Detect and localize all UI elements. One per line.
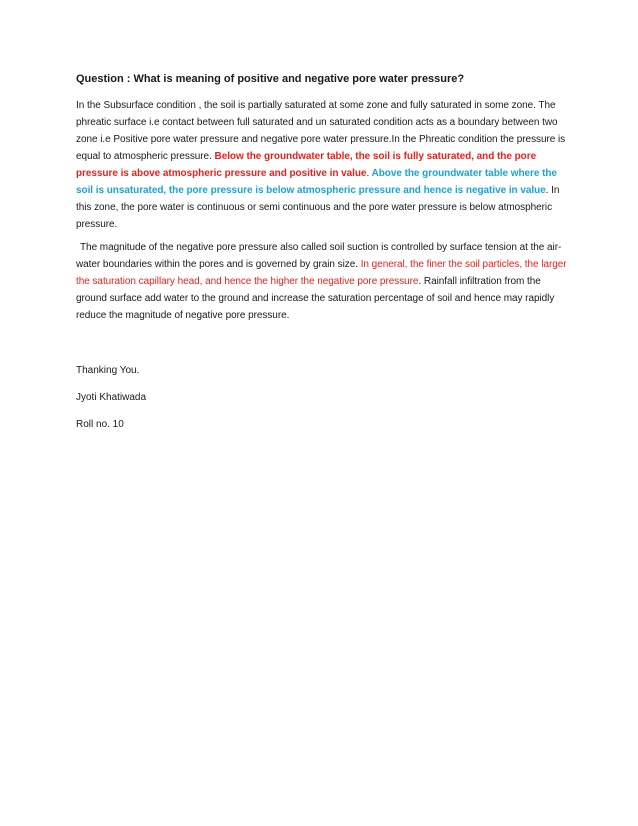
paragraph1-separator: . [366, 168, 370, 179]
paragraph1-outro-text: . In this zone, the pore water is continuous or semi continuous and the pore water pressure is below atmospheric pressure. [76, 185, 560, 230]
author-name: Jyoti Khatiwada [76, 392, 147, 403]
question-heading: Question : What is meaning of positive and negative pore water pressure? [76, 73, 465, 85]
paragraph-soil-suction [76, 239, 572, 324]
roll-number: Roll no. 10 [76, 419, 124, 430]
document-page [76, 72, 572, 445]
closing-block [76, 364, 572, 432]
paragraph2-intro-text: The magnitude of the negative pore pressure also called soil suction is controlled by surface tension at the air-water boundaries within the pores and is governed by grain size. [76, 242, 562, 270]
highlight-grain-size-effect: In general, the finer the soil particles, the larger the saturation capillary head, and hence the higher the negative pore pressure [76, 259, 567, 287]
paragraph-pore-pressure-zones [76, 97, 572, 233]
closing-thanks: Thanking You. [76, 365, 140, 376]
highlight-negative-pressure: Above the groundwater table where the soil is unsaturated, the pore pressure is below atmospheric pressure and hence is negative in value [76, 168, 557, 196]
paragraph2-outro-text: . Rainfall infiltration from the ground surface add water to the ground and increase the saturation percentage of soil and hence may rapidly reduce the magnitude of negative pore pressure. [76, 276, 555, 321]
paragraph1-intro-text: In the Subsurface condition , the soil is partially saturated at some zone and fully saturated in some zone. The phreatic surface i.e contact between full saturated and un saturated condition acts as a boundary between two zone i.e Positive pore water pressure and negative pore water pressure.In the Phreatic condition the pressure is equal to atmospheric pressure. [76, 100, 566, 162]
highlight-positive-pressure: Below the groundwater table, the soil is fully saturated, and the pore pressure is above atmospheric pressure and positive in value [76, 151, 537, 179]
